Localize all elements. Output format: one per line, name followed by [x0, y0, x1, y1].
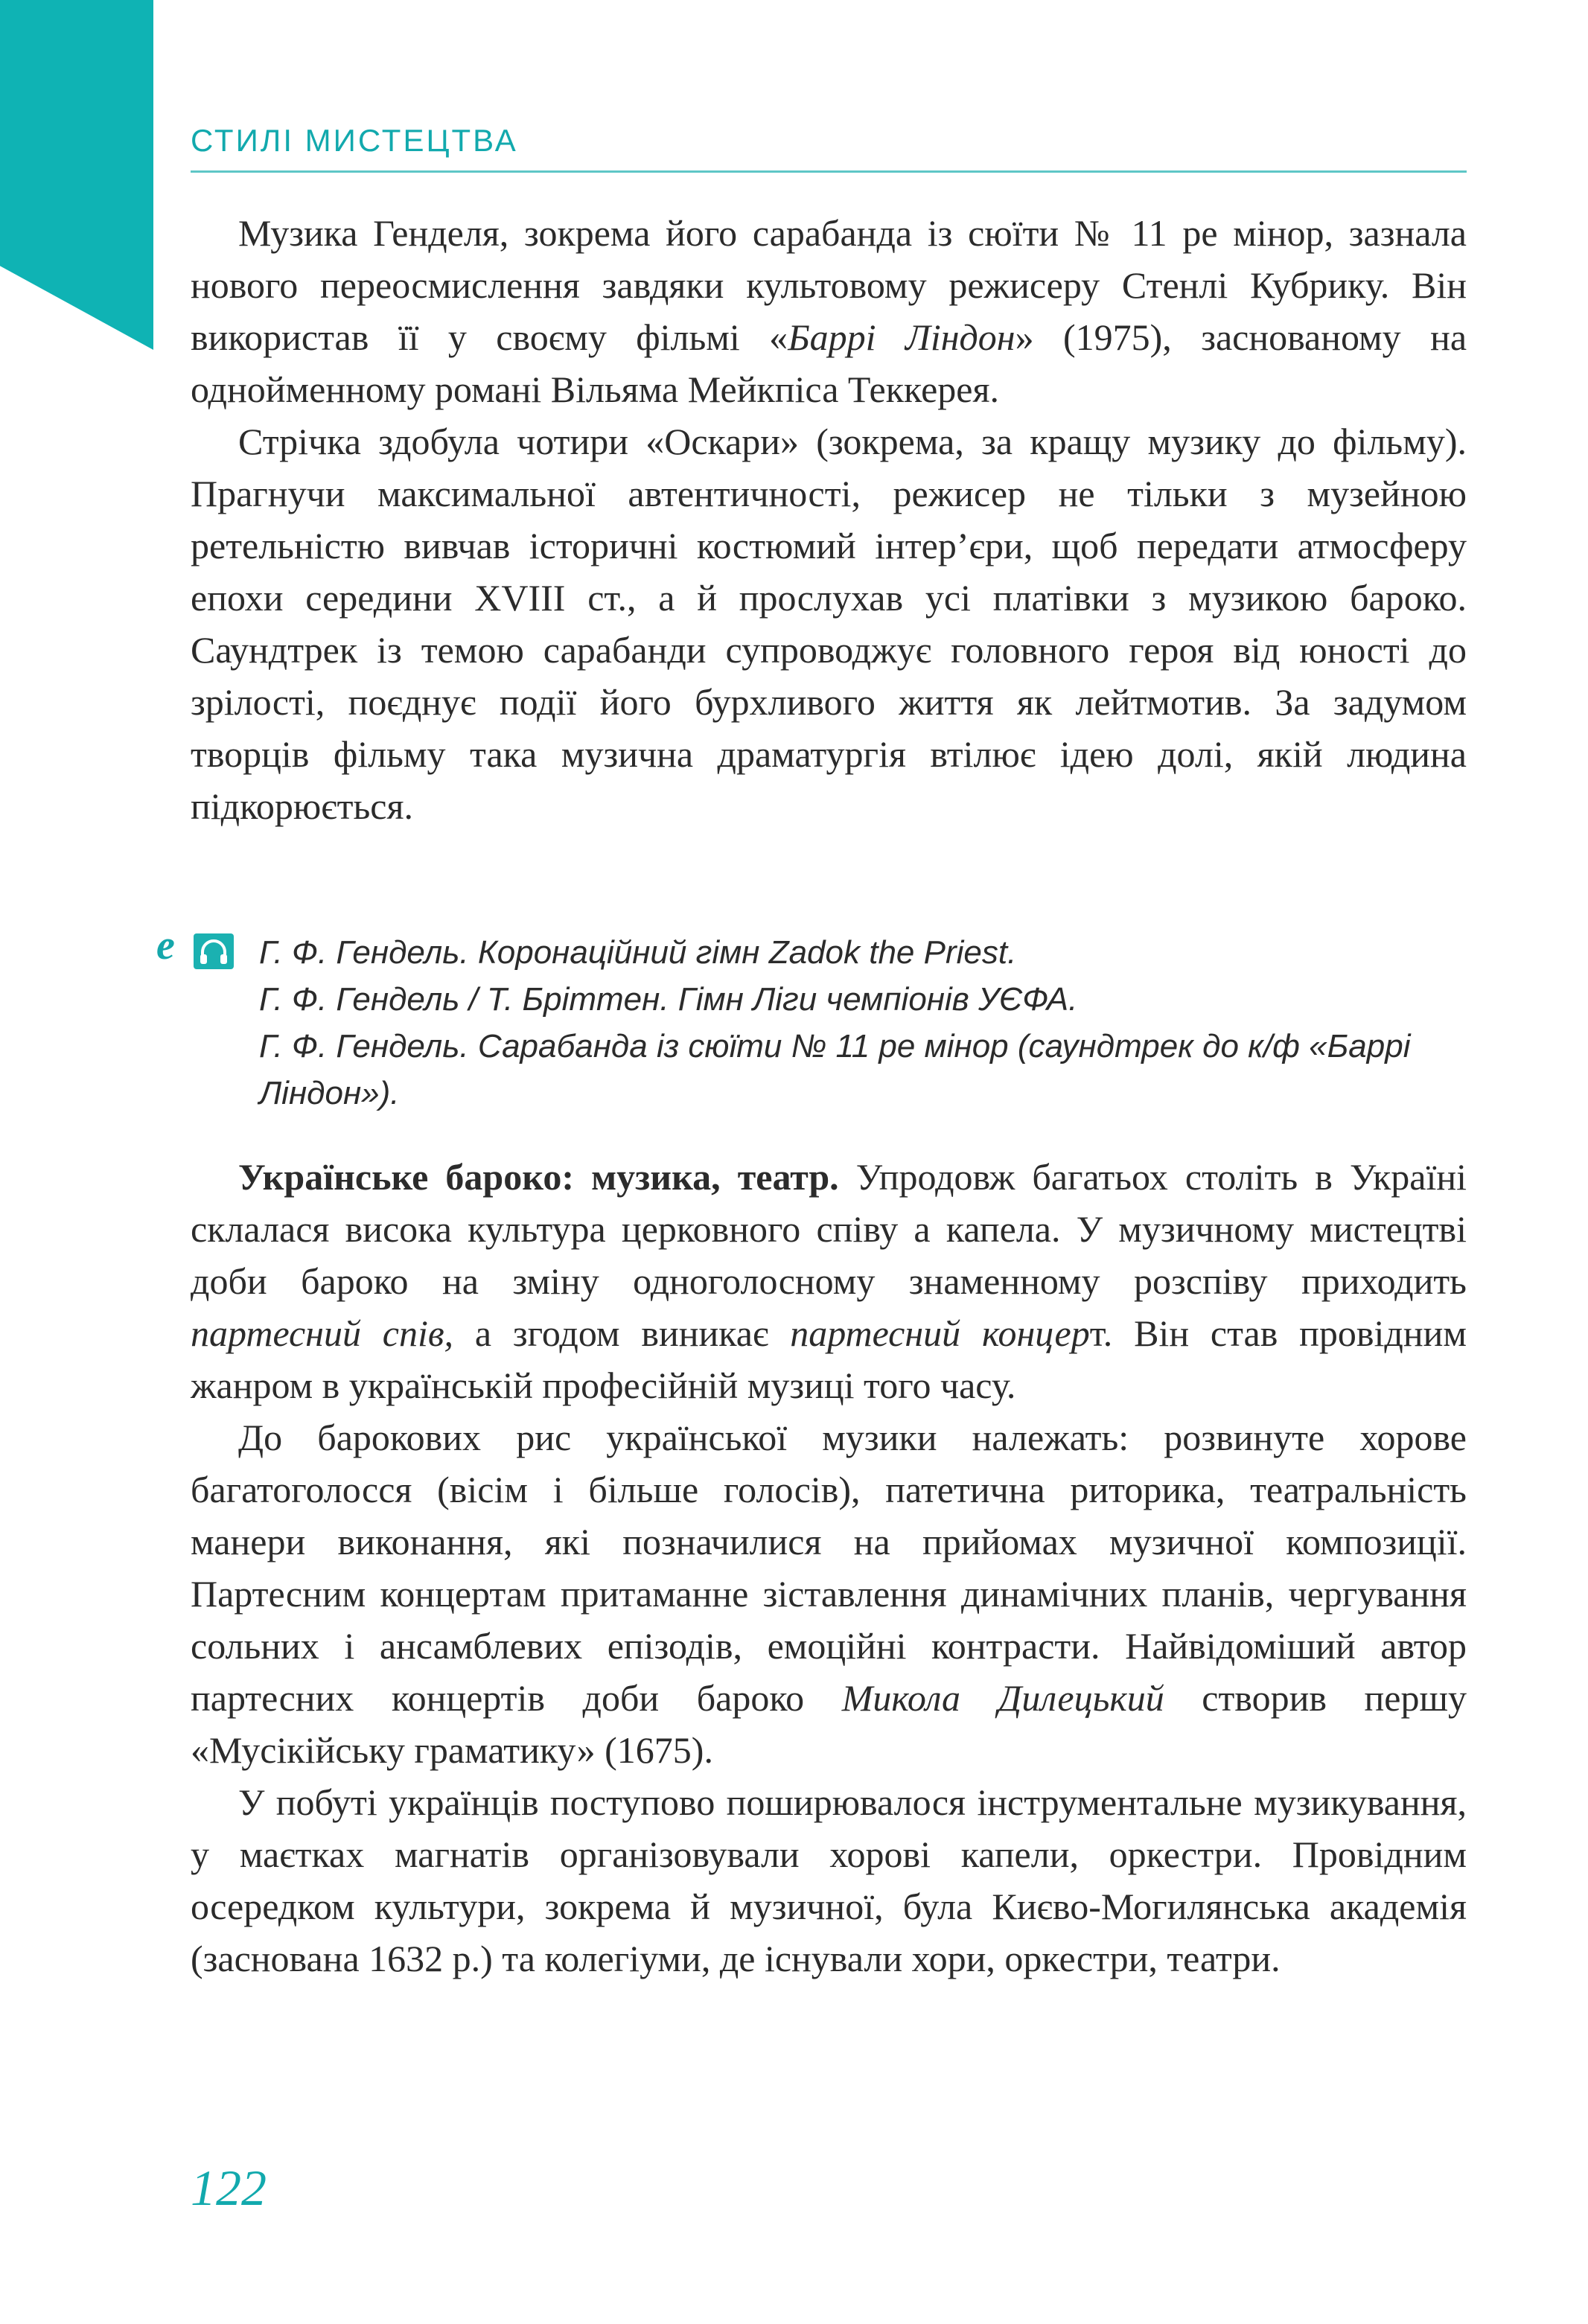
paragraph-text: т. Він став провідним жанром в українській професійній музиці того часу. — [191, 1312, 1467, 1406]
paragraph-handel-kubrick — [191, 207, 1467, 415]
paragraph-text: До барокових рис української музики належать: розвинуте хорове багатоголосся (вісім і більше голосів), патетична риторика, театральність манери виконання, які позначилися на прийомах музичної композиції. Партесним концертам притаманне зіставлення динамічних планів, чергування сольних і ансамблевих епізодів, емоційні контрасти. Найвідоміший автор партесних концертів доби бароко — [191, 1417, 1467, 1719]
term-partes-singing: партесний спів, — [191, 1312, 454, 1354]
section-title: СТИЛІ МИСТЕЦТВА — [191, 123, 518, 158]
headphones-icon — [194, 933, 234, 969]
text-block-top — [191, 207, 1467, 832]
media-list — [259, 929, 1474, 1117]
paragraph-ukrainian-baroque — [191, 1151, 1467, 1411]
paragraph-text: Упродовж багатьох століть в Україні склалася висока культура церковного співу а капела. У музичному мистецтві доби бароко на зміну одноголосному знаменному розспіву приходить — [191, 1156, 1467, 1302]
paragraph-text: а згодом виникає — [453, 1312, 791, 1354]
film-title: Баррі Ліндон — [788, 316, 1015, 358]
term-partes-concert: партесний концер — [790, 1312, 1090, 1354]
text-block-bottom — [191, 1151, 1467, 1985]
paragraph-instrumental-music: У побуті українців поступово поширювалося інструментальне музикування, у маєтках магнатів організовували хорові капели, оркестри. Провідним осередком культури, зокрема й музичної, була Києво-Могилянська академія (заснована 1632 р.) та колегіуми, де існували хори, оркестри, театри. — [191, 1781, 1467, 1979]
header-divider — [191, 170, 1467, 173]
composer-name: Микола Дилецький — [841, 1677, 1164, 1719]
section-subheading: Українське бароко: музика, театр. — [238, 1156, 839, 1198]
e-letter: e — [156, 922, 175, 968]
corner-color-tab — [0, 0, 153, 350]
media-item-1[interactable]: Г. Ф. Гендель. Коронаційний гімн Zadok the Priest. — [259, 934, 1017, 971]
paragraph-text: створив першу «Мусікійську граматику» (1675). — [191, 1677, 1467, 1771]
media-item-2[interactable]: Г. Ф. Гендель / Т. Бріттен. Гімн Ліги чемпіонів УЄФА. — [259, 981, 1078, 1018]
paragraph-text: Музика Генделя, зокрема його сарабанда із сюїти № 11 ре мінор, зазнала нового переосмислення завдяки культовому режисеру Стенлі Кубрику. Він використав її у своєму фільмі « — [191, 212, 1467, 358]
media-item-3[interactable]: Г. Ф. Гендель. Сарабанда із сюїти № 11 ре мінор (саундтрек до к/ф «Баррі Ліндон»). — [259, 1028, 1411, 1111]
paragraph-baroque-features — [191, 1411, 1467, 1776]
e-resource-icon[interactable] — [156, 922, 238, 969]
page-number: 122 — [191, 2159, 267, 2216]
paragraph-text: » (1975), заснованому на однойменному романі Вільяма Мейкпіса Теккерея. — [191, 316, 1467, 410]
paragraph-oscars: Стрічка здобула чотири «Оскари» (зокрема, за кращу музику до фільму). Прагнучи максимальної автентичності, режисер не тільки з музейною ретельністю вивчав історичні костюмий інтер’єри, щоб передати атмосферу епохи середини XVIII ст., а й прослухав усі платівки з музикою бароко. Саундтрек із темою сарабанди супроводжує головного героя від юності до зрілості, поєднує події його бурхливого життя як лейтмотив. За задумом творців фільму така музична драматургія втілює ідею долі, якій людина підкорюється. — [191, 421, 1467, 827]
